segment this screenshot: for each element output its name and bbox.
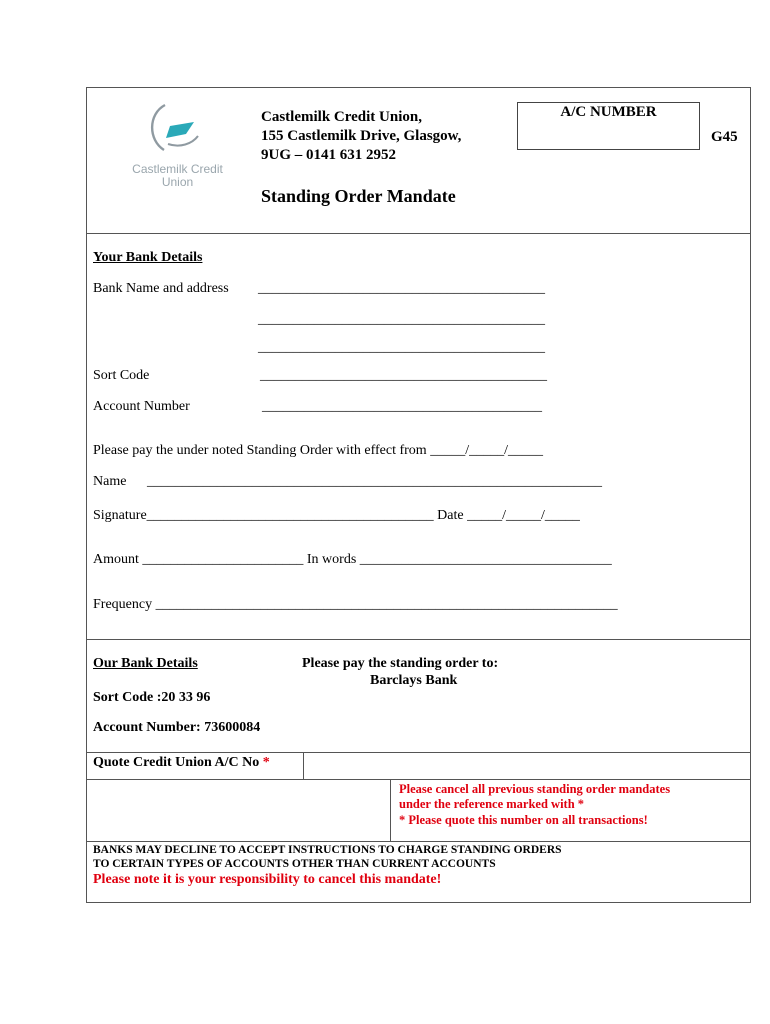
credit-union-logo <box>120 100 235 195</box>
our-bank-heading: Our Bank Details <box>93 656 198 671</box>
org-name: Castlemilk Credit Union, <box>261 109 422 125</box>
org-address: 155 Castlemilk Drive, Glasgow, <box>261 128 462 144</box>
cancel-note-line3: * Please quote this number on all transactions! <box>399 813 648 827</box>
org-postcode-phone: 9UG – 0141 631 2952 <box>261 147 396 163</box>
bank-name-label: Bank Name and address <box>93 281 229 296</box>
footer-notice: Please note it is your responsibility to cancel this mandate! <box>93 872 442 887</box>
payee-bank-name: Barclays Bank <box>370 673 458 688</box>
account-number-label: Account Number <box>93 399 190 414</box>
ac-number-label: A/C NUMBER <box>560 104 657 120</box>
quote-ac-input[interactable] <box>304 753 750 778</box>
your-bank-heading: Your Bank Details <box>93 250 203 265</box>
quote-ac-label <box>93 755 270 771</box>
ref-code: G45 <box>711 129 738 145</box>
divider-cancel-box <box>390 779 391 841</box>
account-number-field[interactable]: ________________________________________ <box>262 399 542 414</box>
page-title: Standing Order Mandate <box>261 186 456 206</box>
logo-text-line2: Union <box>161 175 194 189</box>
cancel-note-line1: Please cancel all previous standing order mandates <box>399 782 671 796</box>
signature-date-field[interactable]: Signature_________________________________________ Date _____/_____/_____ <box>93 508 580 523</box>
footer-warning-line2: TO CERTAIN TYPES OF ACCOUNTS OTHER THAN CURRENT ACCOUNTS <box>93 858 496 870</box>
quote-ac-star: * <box>262 755 270 770</box>
footer-warning-line1: BANKS MAY DECLINE TO ACCEPT INSTRUCTIONS TO CHARGE STANDING ORDERS <box>93 844 562 856</box>
sort-code-field[interactable]: _________________________________________ <box>260 368 547 383</box>
divider-header <box>86 233 751 234</box>
frequency-field[interactable]: Frequency __________________________________________________________________ <box>93 597 618 612</box>
sort-code-label: Sort Code <box>93 368 150 383</box>
name-label: Name <box>93 474 127 489</box>
name-field[interactable]: _________________________________________________________________ <box>147 474 602 489</box>
amount-field[interactable]: Amount _______________________ In words ____________________________________ <box>93 552 612 567</box>
our-account-number: Account Number: 73600084 <box>93 720 261 735</box>
form-frame <box>86 87 751 903</box>
bank-address-field-3[interactable]: _________________________________________ <box>258 340 545 355</box>
divider-quote-bottom <box>86 779 751 780</box>
divider-our-bank <box>86 639 751 640</box>
cancel-note-line2: under the reference marked with * <box>399 797 585 811</box>
logo-mark-icon <box>120 100 235 160</box>
bank-address-field-2[interactable]: _________________________________________ <box>258 312 545 327</box>
logo-text-line1: Castlemilk Credit <box>132 162 223 176</box>
pay-to-label: Please pay the standing order to: <box>302 656 499 671</box>
pay-instruction: Please pay the under noted Standing Order with effect from _____/_____/_____ <box>93 443 543 458</box>
bank-name-field[interactable]: _________________________________________ <box>258 281 545 296</box>
quote-ac-label-text: Quote Credit Union A/C No <box>93 755 260 770</box>
our-sort-code: Sort Code :20 33 96 <box>93 690 211 705</box>
divider-footer <box>86 841 751 842</box>
